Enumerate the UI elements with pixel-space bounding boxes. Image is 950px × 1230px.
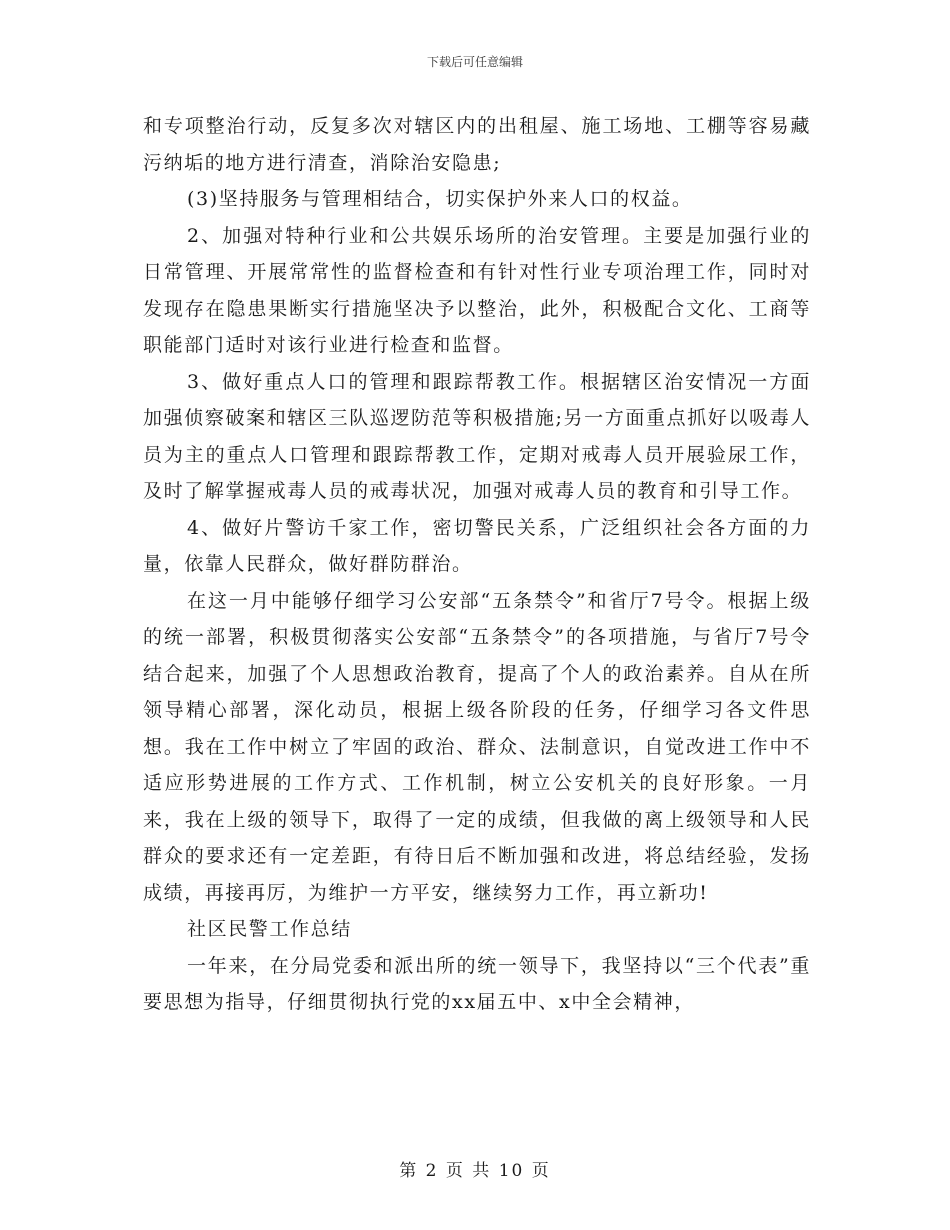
paragraph-item-3: (3)坚持服务与管理相结合，切实保护外来人口的权益。 <box>187 188 693 210</box>
paragraph-study-summary: 在这一月中能够仔细学习公安部“五条禁令”和省厅7号令。根据上级的统一部署，积极贯彻落实公安部“五条禁令”的各项措施，与省厅7号令结合起来，加强了个人思想政治教育，提高了个人的政治素养。自从在所领导精心部署，深化动员，根据上级各阶段的任务，仔细学习各文件思想。我在工作中树立了牢固的政治、群众、法制意识，自觉改进工作中不适应形势进展的工作方式、工作机制，树立公安机关的良好形象。一月来，我在上级的领导下，取得了一定的成绩，但我做的离上级领导和人民群众的要求还有一定差距，有待日后不断加强和改进，将总结经验，发扬成绩，再接再厉，为维护一方平安，继续努力工作，再立新功! <box>143 589 811 904</box>
paragraph-household-visits: 4、做好片警访千家工作，密切警民关系，广泛组织社会各方面的力量，依靠人民群众，做好群防群治。 <box>143 516 811 575</box>
paragraph-key-population: 3、做好重点人口的管理和跟踪帮教工作。根据辖区治安情况一方面加强侦察破案和辖区三队巡逻防范等积极措施;另一方面重点抓好以吸毒人员为主的重点人口管理和跟踪帮教工作，定期对戒毒人员开展验尿工作，及时了解掌握戒毒人员的戒毒状况，加强对戒毒人员的教育和引导工作。 <box>143 370 811 502</box>
page-header: 下载后可任意编辑 <box>426 55 523 69</box>
paragraph-special-industries: 2、加强对特种行业和公共娱乐场所的治安管理。主要是加强行业的日常管理、开展常常性的监督检查和有针对性行业专项治理工作，同时对发现存在隐患果断实行措施坚决予以整治，此外，积极配合文化、工商等职能部门适时对该行业进行检查和监督。 <box>143 224 811 356</box>
section-title: 社区民警工作总结 <box>187 918 352 940</box>
paragraph-continuation: 和专项整治行动，反复多次对辖区内的出租屋、施工场地、工棚等容易藏污纳垢的地方进行清查，消除治安隐患; <box>143 115 811 174</box>
paragraph-year-intro: 一年来，在分局党委和派出所的统一领导下，我坚持以“三个代表”重要思想为指导，仔细贯彻执行党的xx届五中、x中全会精神， <box>143 954 811 1013</box>
document-body <box>143 108 811 1021</box>
page-number: 第 2 页 共 10 页 <box>399 1161 551 1181</box>
